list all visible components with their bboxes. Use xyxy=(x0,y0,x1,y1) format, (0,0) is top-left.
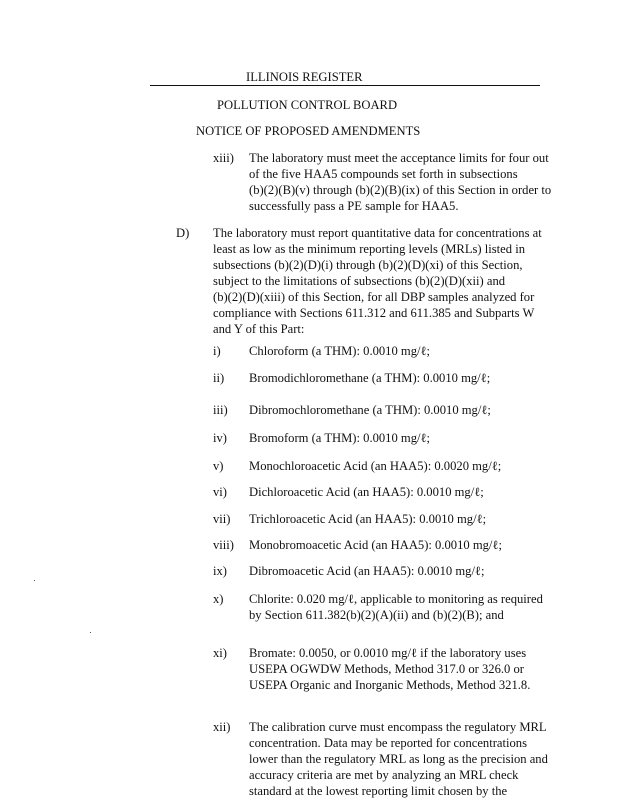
mrl-item xyxy=(249,563,484,579)
mrl-item xyxy=(249,645,530,693)
text-line: Monochloroacetic Acid (an HAA5): 0.0020 mg/ℓ; xyxy=(249,459,502,473)
text-line: by Section 611.382(b)(2)(A)(ii) and (b)(2)(B); and xyxy=(249,608,504,622)
text-line: subject to the limitations of subsections (b)(2)(D)(xii) and xyxy=(213,274,506,288)
text-line: USEPA Organic and Inorganic Methods, Method 321.8. xyxy=(249,678,531,692)
text-line: accuracy criteria are met by analyzing an MRL check xyxy=(249,768,519,782)
mrl-item-label: vi) xyxy=(213,485,227,499)
subsection-xiii xyxy=(249,150,551,214)
mrl-item xyxy=(249,370,490,386)
mrl-item-label: x) xyxy=(213,592,224,606)
mrl-item-label: v) xyxy=(213,459,224,473)
text-line: USEPA OGWDW Methods, Method 317.0 or 326.0 or xyxy=(249,662,524,676)
mrl-item-label: xii) xyxy=(213,720,231,734)
text-line: Bromate: 0.0050, or 0.0010 mg/ℓ if the laboratory uses xyxy=(249,646,527,660)
text-line: The laboratory must report quantitative data for concentrations at xyxy=(213,226,542,240)
register-header xyxy=(150,70,540,86)
text-line: Chloroform (a THM): 0.0010 mg/ℓ; xyxy=(249,344,431,358)
text-line: standard at the lowest reporting limit chosen by the xyxy=(249,784,508,798)
register-title: ILLINOIS REGISTER xyxy=(246,70,363,84)
mrl-item-label: iii) xyxy=(213,403,228,417)
text-line: subsections (b)(2)(D)(i) through (b)(2)(D)(xi) of this Section, xyxy=(213,258,523,272)
text-line: Bromoform (a THM): 0.0010 mg/ℓ; xyxy=(249,431,431,445)
scan-speck xyxy=(34,580,35,581)
text-line: least as low as the minimum reporting levels (MRLs) listed in xyxy=(213,242,525,256)
mrl-item xyxy=(249,343,430,359)
text-line: concentration. Data may be reported for concentrations xyxy=(249,736,527,750)
text-line: successfully pass a PE sample for HAA5. xyxy=(249,199,459,213)
mrl-item xyxy=(249,511,486,527)
text-line: Dichloroacetic Acid (an HAA5): 0.0010 mg/ℓ; xyxy=(249,485,484,499)
mrl-item xyxy=(249,458,501,474)
text-line: Dibromochloromethane (a THM): 0.0010 mg/ℓ; xyxy=(249,403,491,417)
mrl-item xyxy=(249,430,430,446)
text-line: The calibration curve must encompass the regulatory MRL xyxy=(249,720,547,734)
mrl-item-label: xi) xyxy=(213,646,227,660)
mrl-item xyxy=(249,537,502,553)
mrl-item xyxy=(249,484,484,500)
text-line: The laboratory must meet the acceptance limits for four out xyxy=(249,151,549,165)
text-line: Bromodichloromethane (a THM): 0.0010 mg/ℓ; xyxy=(249,371,491,385)
text-line: (b)(2)(D)(xiii) of this Section, for all DBP samples analyzed for xyxy=(213,290,535,304)
text-line: Dibromoacetic Acid (an HAA5): 0.0010 mg/ℓ; xyxy=(249,564,485,578)
mrl-item xyxy=(249,719,548,799)
notice-title: NOTICE OF PROPOSED AMENDMENTS xyxy=(196,124,421,138)
text-line: Chlorite: 0.020 mg/ℓ, applicable to monitoring as required xyxy=(249,592,543,606)
mrl-item-label: ix) xyxy=(213,564,227,578)
text-line: Monobromoacetic Acid (an HAA5): 0.0010 mg/ℓ; xyxy=(249,538,502,552)
text-line: Trichloroacetic Acid (an HAA5): 0.0010 mg/ℓ; xyxy=(249,512,487,526)
text-line: and Y of this Part: xyxy=(213,322,305,336)
mrl-item-label: iv) xyxy=(213,431,227,445)
text-line: lower than the regulatory MRL as long as the precision and xyxy=(249,752,548,766)
scan-speck xyxy=(90,632,91,633)
subsection-xiii-label: xiii) xyxy=(213,151,234,165)
mrl-item-label: i) xyxy=(213,344,221,358)
mrl-item-label: viii) xyxy=(213,538,234,552)
mrl-item xyxy=(249,402,491,418)
mrl-item-label: vii) xyxy=(213,512,231,526)
text-line: (b)(2)(B)(v) through (b)(2)(B)(ix) of this Section in order to xyxy=(249,183,552,197)
board-title: POLLUTION CONTROL BOARD xyxy=(217,98,398,112)
subsection-d-label: D) xyxy=(176,226,190,240)
subsection-d xyxy=(213,225,542,337)
mrl-item-label: ii) xyxy=(213,371,225,385)
text-line: compliance with Sections 611.312 and 611.385 and Subparts W xyxy=(213,306,535,320)
text-line: of the five HAA5 compounds set forth in subsections xyxy=(249,167,518,181)
mrl-item xyxy=(249,591,543,623)
